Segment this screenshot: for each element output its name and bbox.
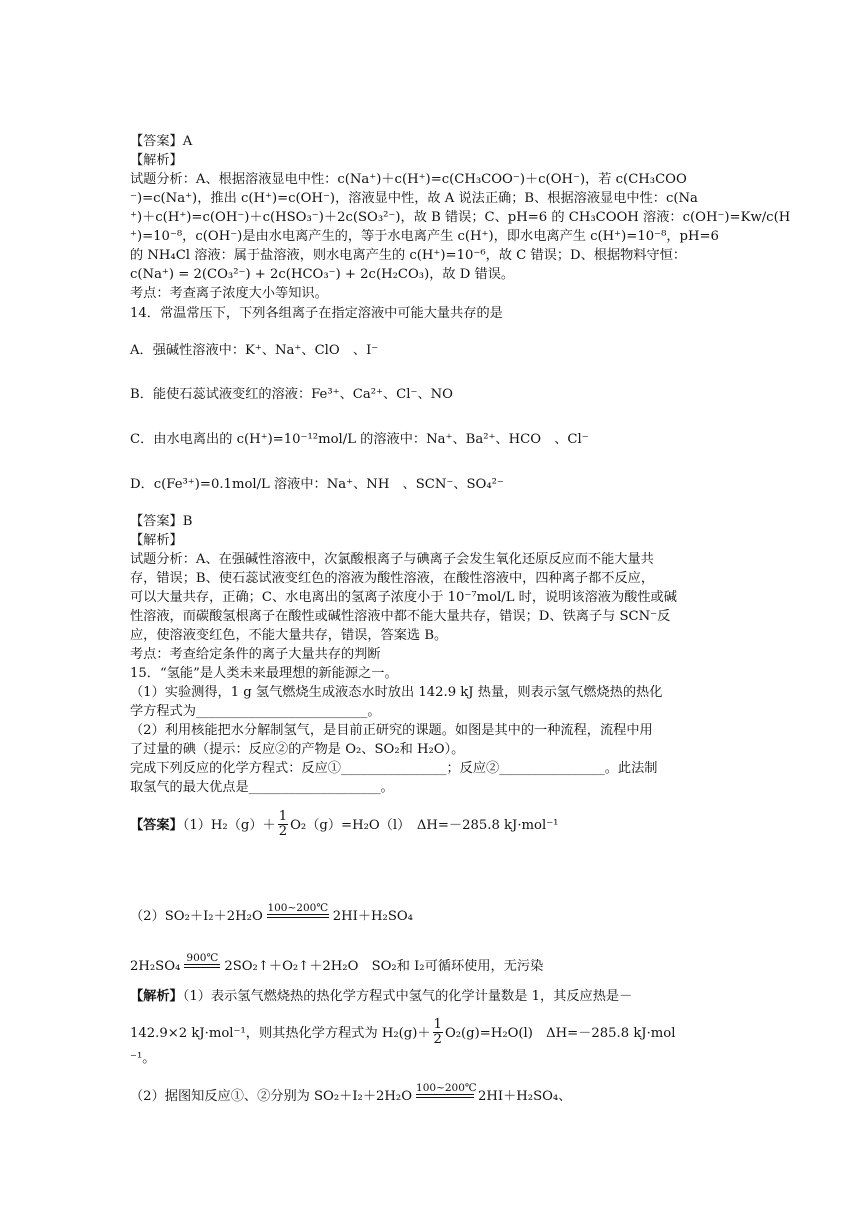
q14-analysis-line-2: 存，错误；B、使石蕊试液变红色的溶液为酸性溶液，在酸性溶液中，四种离子都不反应，: [130, 571, 654, 586]
q15-analysis-text-2a: 142.9×2 kJ·mol⁻¹，则其热化学方程式为 H₂(g)＋: [130, 1026, 431, 1041]
q15-answer-line-2: [130, 902, 740, 926]
q14-option-c: C．由水电离出的 c(H⁺)=10⁻¹²mol/L 的溶液中：Na⁺、Ba²⁺、HCO 、Cl⁻: [130, 432, 589, 447]
fraction: [278, 810, 288, 839]
q14-analysis-line-4: 性溶液，而碳酸氢根离子在酸性或碱性溶液中都不能大量共存，错误；D、铁离子与 SCN⁻反: [130, 609, 671, 624]
q14-analysis-line-1: 试题分析：A、在强碱性溶液中，次氯酸根离子与碘离子会发生氧化还原反应而不能大量共: [130, 552, 654, 567]
q15-line-6: 取氢气的最大优点是____________________。: [130, 780, 394, 795]
q13-kaodian: 考点：考查离子浓度大小等知识。: [130, 286, 328, 301]
q14-analysis-label: 【解析】: [130, 533, 183, 548]
q15-analysis-label: 【解析】: [130, 989, 183, 1004]
q15-analysis-text-2b: O₂(g)=H₂O(l) ΔH=－285.8 kJ·mol: [444, 1026, 676, 1041]
q15-analysis-text-4b: 2HI＋H₂SO₄、: [478, 1089, 572, 1104]
q13-analysis-line-5: 的 NH₄Cl 溶液：属于盐溶液，则水电离产生的 c(H⁺)=10⁻⁶，故 C 错误；D、根据物料守恒：: [130, 248, 687, 263]
reaction-condition: [267, 902, 329, 926]
q14-option-d: D．c(Fe³⁺)=0.1mol/L 溶液中：Na⁺、NH 、SCN⁻、SO₄²⁻: [130, 477, 504, 492]
reaction-condition-text: 100~200℃: [267, 902, 329, 914]
q14-option-a: A．强碱性溶液中：K⁺、Na⁺、ClO 、I⁻: [130, 343, 379, 358]
q15-analysis-line-2: [130, 1019, 740, 1048]
q15-stem: 15．“氢能”是人类未来最理想的新能源之一。: [130, 666, 398, 681]
q15-answer-label: 【答案】: [130, 818, 183, 833]
q15-answer-2-part-b: 2HI＋H₂SO₄: [332, 909, 413, 924]
q15-answer-line-1: [130, 811, 740, 840]
q15-analysis-text-4a: （2）据图知反应①、②分别为 SO₂＋I₂＋2H₂O: [130, 1089, 413, 1104]
q15-answer-1-part-b: O₂（g）=H₂O（l） ΔH=－285.8 kJ·mol⁻¹: [290, 818, 559, 833]
equals-line-top: [267, 914, 329, 915]
q14-answer: 【答案】B: [130, 514, 193, 529]
q15-answer-3-part-b: 2SO₂↑＋O₂↑＋2H₂O SO₂和 I₂可循环使用，无污染: [224, 959, 544, 974]
fraction-denominator: 2: [278, 824, 288, 839]
q14-option-b: B．能使石蕊试液变红的溶液：Fe³⁺、Ca²⁺、Cl⁻、NO: [130, 387, 453, 402]
equals-line-bottom: [267, 917, 329, 918]
q14-stem: 14．常温常压下，下列各组离子在指定溶液中可能大量共存的是: [130, 306, 503, 321]
q15-line-2: 学方程式为__________________________。: [130, 704, 381, 719]
q15-line-5: 完成下列反应的化学方程式：反应①________________；反应②________________。此法制: [130, 761, 658, 776]
q15-answer-line-3: [130, 952, 740, 976]
q13-analysis-line-4: ⁺)=10⁻⁸，c(OH⁻)是由水电离产生的，等于水电离产生 c(H⁺)，即水电离产生 c(H⁺)=10⁻⁸，pH=6: [130, 229, 719, 244]
q13-analysis-line-6: c(Na⁺) = 2(CO₃²⁻) + 2c(HCO₃⁻) + 2c(H₂CO₃)，故 D 错误。: [130, 267, 515, 282]
q14-kaodian: 考点：考查给定条件的离子大量共存的判断: [130, 647, 381, 662]
q15-answer-3-part-a: 2H₂SO₄: [130, 959, 181, 974]
q13-analysis-label: 【解析】: [130, 153, 183, 168]
fraction: [433, 1018, 443, 1047]
q13-analysis-line-3: ⁺)＋c(H⁺)=c(OH⁻)＋c(HSO₃⁻)＋2c(SO₃²⁻)，故 B 错误；C、pH=6 的 CH₃COOH 溶液：c(OH⁻)=Kw/c(H: [130, 210, 791, 225]
reaction-condition: [184, 952, 220, 976]
fraction-numerator: 1: [433, 1017, 442, 1032]
q15-analysis-text-1: （1）表示氢气燃烧热的热化学方程式中氢气的化学计量数是 1，其反应热是－: [182, 989, 633, 1004]
reaction-condition-text: 900℃: [186, 952, 219, 964]
q15-analysis-line-3: ⁻¹。: [130, 1051, 156, 1066]
q15-line-1: （1）实验测得，1 g 氢气燃烧生成液态水时放出 142.9 kJ 热量，则表示氢气燃烧热的热化: [130, 685, 663, 700]
q13-analysis-line-1: 试题分析：A、根据溶液显电中性：c(Na⁺)＋c(H⁺)=c(CH₃COO⁻)＋c(OH⁻)，若 c(CH₃COO: [130, 172, 687, 187]
q14-analysis-line-5: 应，使溶液变红色，不能大量共存，错误，答案选 B。: [130, 628, 448, 643]
equals-line-bottom: [184, 967, 220, 968]
q14-analysis-line-3: 可以大量共存，正确；C、水电离出的氢离子浓度小于 10⁻⁷mol/L 时，说明该溶液为酸性或碱: [130, 590, 677, 605]
equals-line-bottom: [416, 1097, 474, 1098]
equals-line-top: [184, 964, 220, 965]
q15-line-4: 了过量的碘（提示：反应②的产物是 O₂、SO₂和 H₂O）。: [130, 742, 465, 757]
reaction-condition-text: 100~200℃: [416, 1082, 477, 1094]
fraction-numerator: 1: [278, 809, 288, 824]
q15-analysis-line-4: [130, 1082, 740, 1106]
q13-answer: 【答案】A: [130, 134, 193, 149]
q15-answer-1-part-a: （1）H₂（g）＋: [182, 818, 276, 833]
q13-analysis-line-2: ⁻)=c(Na⁺)，推出 c(H⁺)=c(OH⁻)，溶液显中性，故 A 说法正确；B、根据溶液显电中性：c(Na: [130, 191, 698, 206]
q15-line-3: （2）利用核能把水分解制氢气，是目前正研究的课题。如图是其中的一种流程，流程中用: [130, 723, 653, 738]
fraction-denominator: 2: [433, 1032, 442, 1047]
reaction-condition: [416, 1082, 477, 1106]
q15-analysis-line-1: [130, 988, 740, 1006]
equals-line-top: [416, 1094, 474, 1095]
q15-answer-2-part-a: （2）SO₂＋I₂＋2H₂O: [130, 909, 263, 924]
